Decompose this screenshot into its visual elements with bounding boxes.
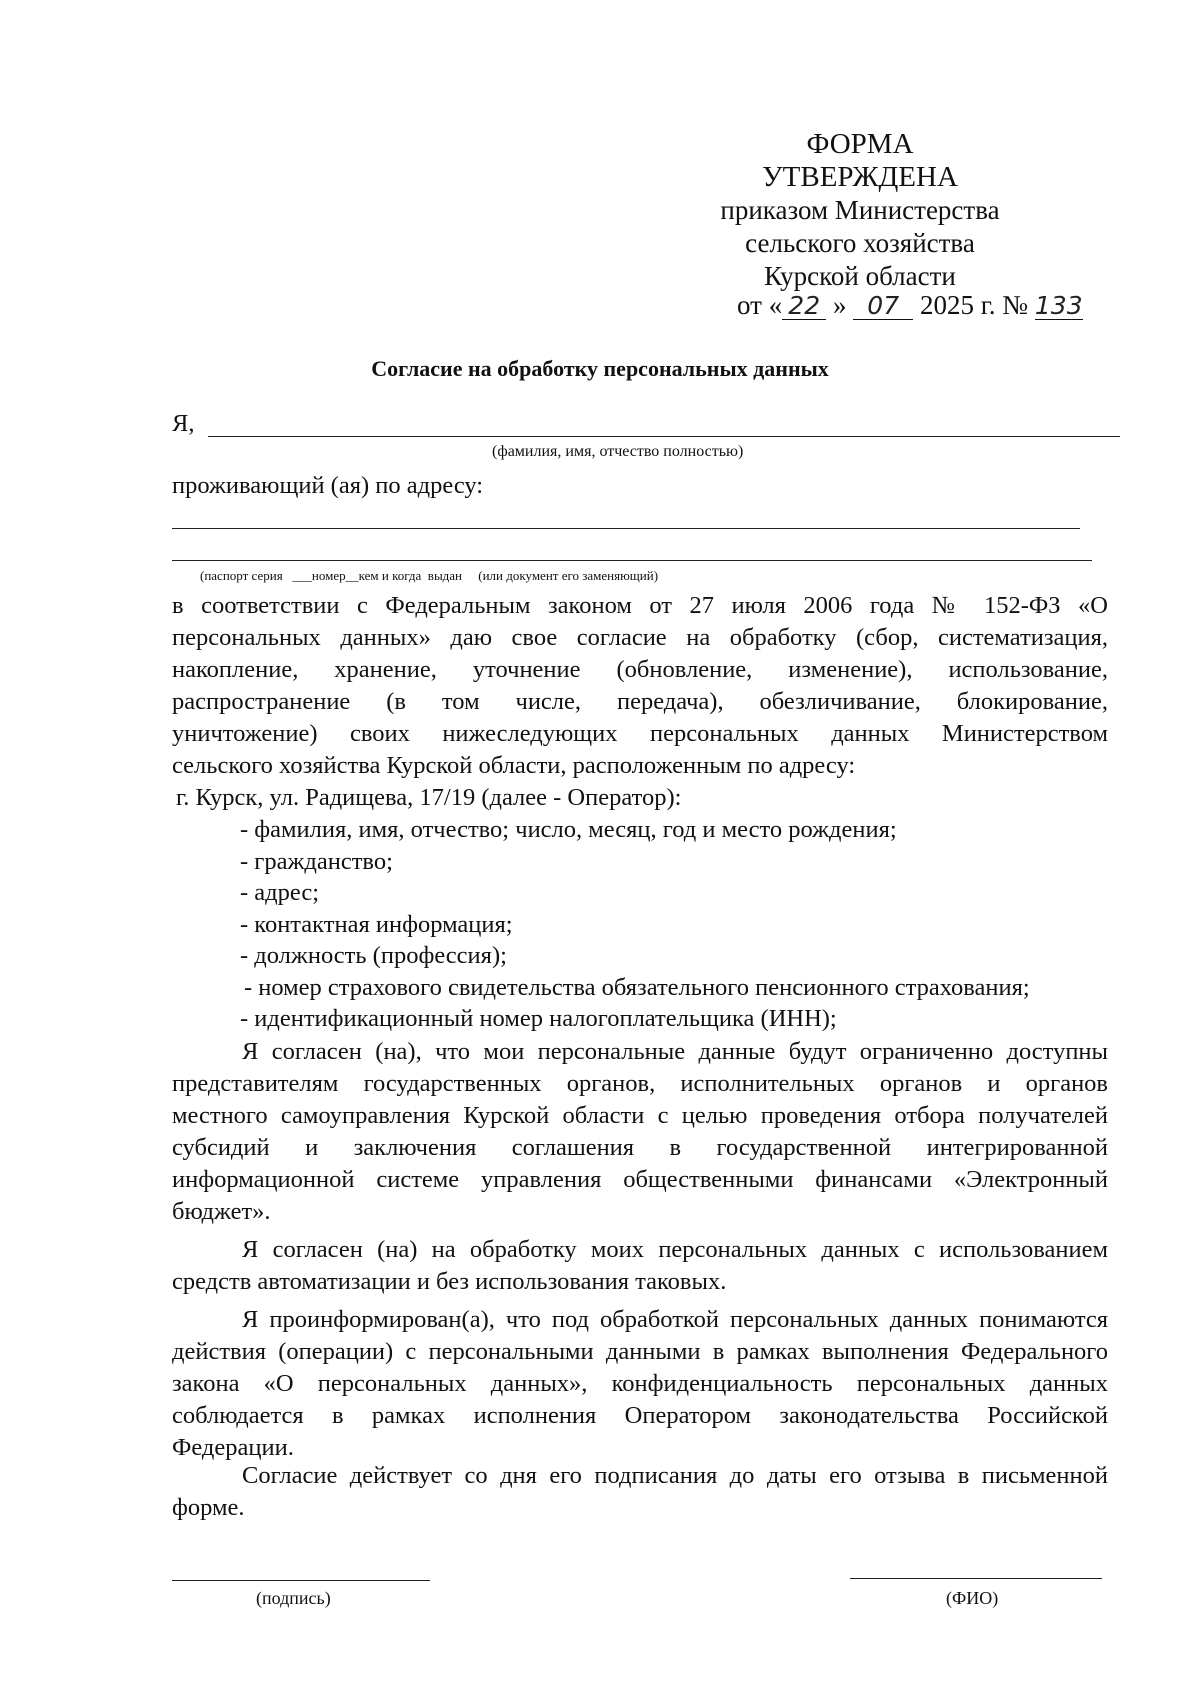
order-date-line [737,290,1083,321]
ya-label: Я, [172,410,195,437]
fio-caption: (фамилия, имя, отчество полностью) [492,443,744,460]
list-item: - идентификационный номер налогоплательщика (ИНН); [240,1005,837,1032]
text-line: представителям государственных органов, исполнительных органов и органов [172,1070,1108,1097]
handwritten-day: 22 [782,293,826,320]
text-line: уничтожение) своих нижеследующих персональных данных Министерством [172,720,1108,747]
text-line: распространение (в том числе, передача), обезличивание, блокирование, [172,688,1108,715]
text-line: Я согласен (на) на обработку моих персональных данных с использованием [242,1236,1108,1263]
handwritten-order-number: 133 [1034,291,1083,320]
text-line: местного самоуправления Курской области с целью проведения отбора получателей [172,1102,1108,1129]
text-line: Согласие действует со дня его подписания до даты его отзыва в письменной [242,1462,1108,1489]
text-line: Я проинформирован(а), что под обработкой персональных данных понимаются [242,1306,1108,1333]
list-item: - фамилия, имя, отчество; число, месяц, год и место рождения; [240,816,897,843]
header-region: Курской области [764,261,956,291]
fio-signature-input-line[interactable] [850,1578,1102,1579]
header-order: приказом Министерства [720,195,1000,225]
paragraph-automation [172,1234,1108,1298]
text-line: действия (операции) с персональными данными в рамках выполнения Федерального [172,1338,1108,1365]
text-line: накопление, хранение, уточнение (обновление, изменение), использование, [172,656,1108,683]
text-line: Я согласен (на), что мои персональные данные будут ограниченно доступны [242,1038,1108,1065]
text-line: субсидий и заключения соглашения в государственной интегрированной [172,1134,1108,1161]
list-item: - контактная информация; [240,910,513,938]
paragraph-validity [172,1460,1108,1524]
signature-caption: (подпись) [256,1588,331,1608]
list-item: - номер страхового свидетельства обязательного пенсионного страхования; [244,973,1030,1001]
list-item: - адрес; [240,879,320,906]
address-label: проживающий (ая) по адресу: [172,472,484,499]
text-line: бюджет». [172,1198,271,1225]
date-prefix: от « [737,290,783,320]
header-approved: УТВЕРЖДЕНА [762,161,958,193]
address-input-line-1[interactable] [172,528,1080,529]
list-item: - должность (профессия); [240,942,507,969]
paragraph-access [172,1036,1108,1228]
operator-address: г. Курск, ул. Радищева, 17/19 (далее - Оператор): [176,784,682,811]
header-form: ФОРМА [806,128,914,160]
list-item: - гражданство; [240,847,393,875]
paragraph-consent-intro [172,590,1108,814]
text-line: соблюдается в рамках исполнения Оператором законодательства Российской [172,1402,1108,1429]
date-day-close: » [832,290,847,320]
personal-data-list [240,814,1030,1035]
date-year: 2025 г. № [919,290,1028,320]
document-title: Согласие на обработку персональных данных [371,356,829,381]
text-line: форме. [172,1494,245,1521]
text-line: закона «О персональных данных», конфиденциальность персональных данных [172,1370,1108,1397]
paragraph-informed [172,1304,1108,1464]
text-line: персональных данных» даю свое согласие на обработку (сбор, систематизация, [172,624,1108,651]
approval-header [680,128,1040,293]
fio-input-line[interactable] [208,436,1120,437]
fio-signature-caption: (ФИО) [946,1588,999,1608]
signature-input-line[interactable] [172,1580,430,1581]
handwritten-month: 07 [853,293,913,320]
text-line: информационной системе управления общественными финансами «Электронный [172,1166,1108,1193]
text-line: средств автоматизации и без использования таковых. [172,1268,727,1295]
text-line: сельского хозяйства Курской области, расположенным по адресу: [172,752,856,779]
passport-caption: (паспорт серия ___номер__кем и когда выдан (или документ его заменяющий) [200,568,659,583]
address-input-line-2[interactable] [172,560,1092,561]
text-line: Федерации. [172,1434,294,1461]
header-ministry: сельского хозяйства [745,228,975,258]
text-line: в соответствии с Федеральным законом от 27 июля 2006 года № 152-ФЗ «О [172,592,1108,619]
